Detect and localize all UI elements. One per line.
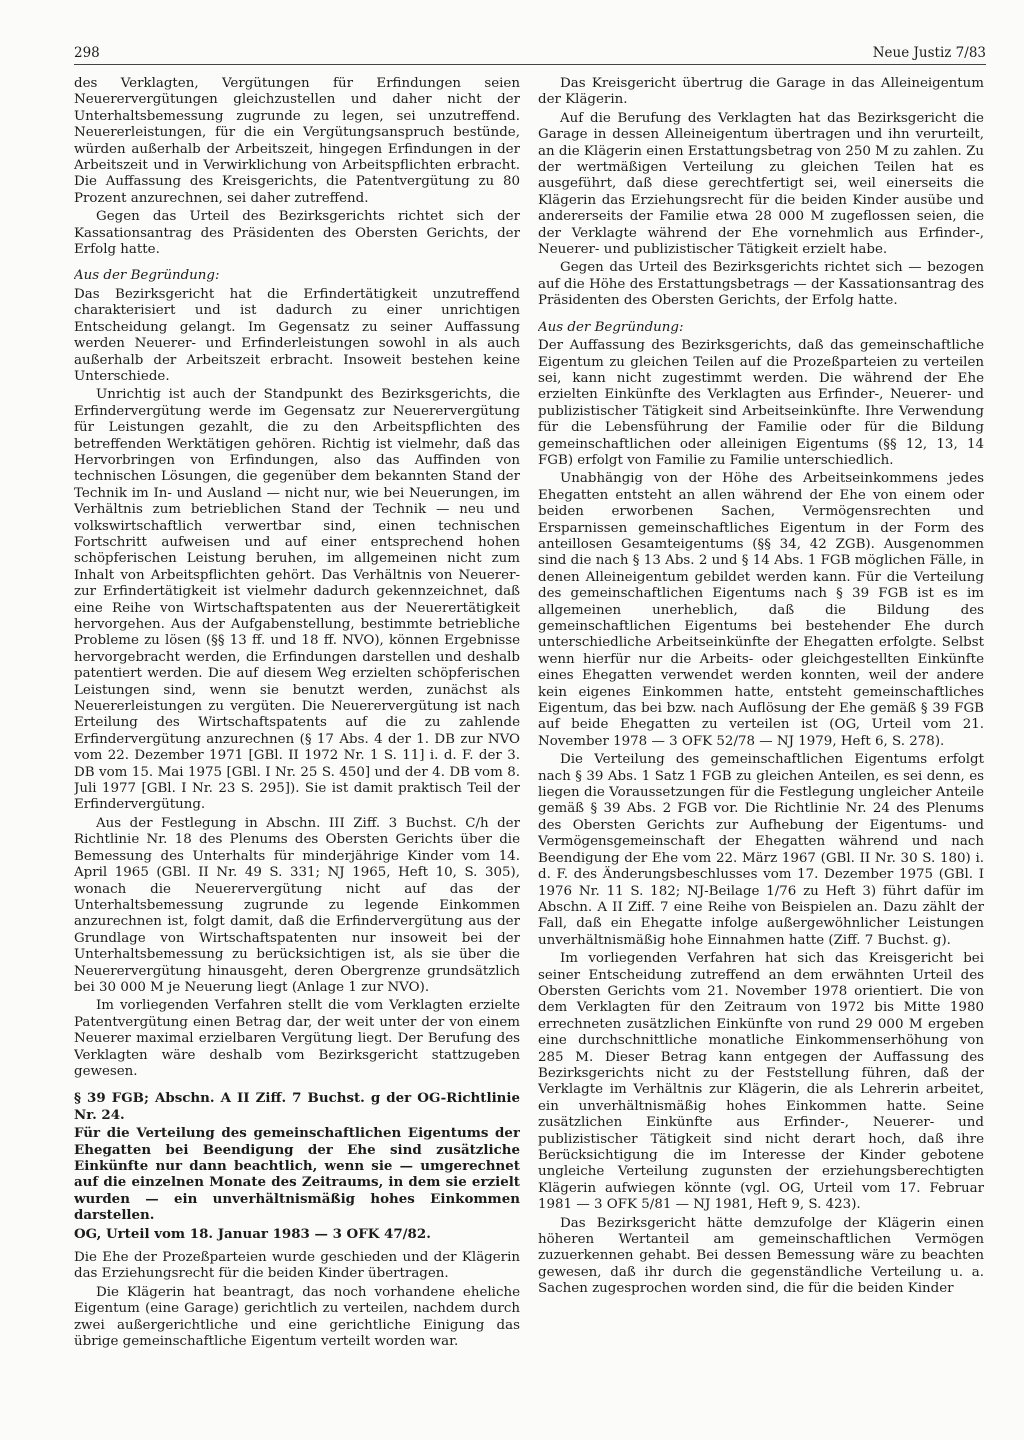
case-citation: OG, Urteil vom 18. Januar 1983 — 3 OFK 47/82. (74, 1225, 431, 1242)
right-column (538, 76, 984, 1386)
paragraph: Unabhängig von der Höhe des Arbeitseinkommens jedes Ehegatten entsteht an allen während der Ehe von einem oder beiden erworbenen Sachen, Vermögensrechten und Ersparnissen gemeinschaftliches Eigentum in der Form des anteillosen Gesamteigentums (§§ 34, 42 ZGB). Ausgenommen sind die nach § 13 Abs. 2 und § 14 Abs. 1 FGB möglichen Fälle, in denen Alleineigentum gebildet werden kann. Für die Verteilung des gemeinschaftlichen Eigentums nach § 39 FGB ist es im allgemeinen unerheblich, daß die Bildung des gemeinschaftlichen Eigentums bei bestehender Ehe durch unterschiedliche Arbeitseinkünfte der Ehegatten erfolgte. Selbst wenn hierfür nur die Arbeits- oder gleichgestellten Einkünfte eines Ehegatten verwendet werden konnten, weil der andere kein eigenes Einkommen hatte, entsteht gemeinschaftliches Eigentum, das bei bzw. nach Auflösung der Ehe gemäß § 39 FGB auf beide Ehegatten zu verteilen ist (OG, Urteil vom 21. November 1978 — 3 OFK 52/78 — NJ 1979, Heft 6, S. 278). (538, 471, 984, 749)
page-number: 298 (74, 45, 100, 61)
paragraph: Die Ehe der Prozeßparteien wurde geschieden und der Klägerin das Erziehungsrecht für die beiden Kinder übertragen. (74, 1250, 520, 1282)
journal-issue: Neue Justiz 7/83 (872, 45, 986, 61)
section-subheading: Aus der Begründung: (538, 319, 684, 335)
paragraph: Die Klägerin hat beantragt, das noch vorhandene eheliche Eigentum (eine Garage) gerichtlich zu verteilen, nachdem durch zwei außergerichtliche und eine gerichtliche Einigung das übrige gemeinschaftliche Eigentum verteilt worden war. (74, 1284, 520, 1350)
paragraph: Im vorliegenden Verfahren hat sich das Kreisgericht bei seiner Entscheidung zutreffend an dem erwähnten Urteil des Obersten Gerichts vom 21. November 1978 orientiert. Die von dem Verklagten für den Zeitraum von 1972 bis Mitte 1980 errechneten zusätzlichen Einkünfte von rund 29 000 M ergeben eine durchschnittliche monatliche Einkommenserhöhung von 285 M. Dieser Betrag kann entgegen der Auffassung des Bezirksgerichts nicht zu der Feststellung führen, daß der Verklagte im Verhältnis zur Klägerin, die als Lehrerin arbeitet, ein unverhältnismäßig hohes Einkommen hatte. Seine zusätzlichen Einkünfte aus Erfinder-, Neuerer- und publizistischer Tätigkeit sind nicht derart hoch, daß ihre Berücksichtigung die im Interesse der Kinder gebotene ungleiche Verteilung zugunsten der erziehungsberechtigten Klägerin aufwiegen könnte (vgl. OG, Urteil vom 17. Februar 1981 — 3 OFK 5/81 — NJ 1981, Heft 9, S. 423). (538, 951, 984, 1213)
left-column (74, 76, 520, 1386)
paragraph: Das Bezirksgericht hat die Erfindertätigkeit unzutreffend charakterisiert und ist dadurch zu einer unrichtigen Entscheidung gelangt. Im Gegensatz zu seiner Auffassung werden Neuerer- und Erfinderleistungen sowohl in als auch außerhalb der Arbeitszeit erbracht. Insoweit bestehen keine Unterschiede. (74, 286, 520, 384)
running-header (74, 44, 986, 62)
section-subheading: Aus der Begründung: (74, 268, 220, 284)
header-rule (74, 64, 986, 65)
paragraph: Die Verteilung des gemeinschaftlichen Eigentums erfolgt nach § 39 Abs. 1 Satz 1 FGB zu gleichen Anteilen, es sei denn, es liegen die Voraussetzungen für die Festlegung ungleicher Anteile gemäß § 39 Abs. 2 FGB vor. Die Richtlinie Nr. 24 des Plenums des Obersten Gerichts zur Aufhebung der Eigentums- und Vermögensgemeinschaft der Ehegatten während und nach Beendigung der Ehe vom 22. März 1967 (GBl. II Nr. 30 S. 180) i. d. F. des Änderungsbeschlusses vom 17. Dezember 1975 (GBl. I 1976 Nr. 11 S. 182; NJ-Beilage 1/76 zu Heft 3) führt dafür im Abschn. A II Ziff. 7 eine Reihe von Beispielen an. Dazu zählt der Fall, daß ein Ehegatte infolge außergewöhnlicher Leistungen unverhältnismäßig hohe Einnahmen hatte (Ziff. 7 Buchst. g). (538, 752, 984, 948)
paragraph: Im vorliegenden Verfahren stellt die vom Verklagten erzielte Patentvergütung einen Betrag dar, der weit unter der von einem Neuerer maximal erzielbaren Vergütung liegt. Der Berufung des Verklagten wäre deshalb vom Bezirksgericht stattzugeben gewesen. (74, 998, 520, 1079)
paragraph: Aus der Festlegung in Abschn. III Ziff. 3 Buchst. C/h der Richtlinie Nr. 18 des Plenums des Obersten Gerichts über die Bemessung des Unterhalts für minderjährige Kinder vom 14. April 1965 (GBl. II Nr. 49 S. 331; NJ 1965, Heft 10, S. 305), wonach die Neuerervergütung nicht auf das der Unterhaltsbemessung zugrunde zu legende Einkommen anzurechnen ist, folgt damit, daß die Erfindervergütung aus der Grundlage von Wirtschaftspatenten nur insoweit bei der Unterhaltsbemessung zu berücksichtigen ist, als sie über die Neuerervergütung hinausgeht, deren Obergrenze grundsätzlich bei 30 000 M je Neuerung liegt (Anlage 1 zur NVO). (74, 815, 520, 995)
paragraph: des Verklagten, Vergütungen für Erfindungen seien Neuerervergütungen gleichzustellen und daher nicht der Unterhaltsbemessung zugrunde zu legen, sei unzutreffend. Neuererleistungen, für die ein Vergütungsanspruch bestünde, würden außerhalb der Arbeitszeit, hingegen Erfindungen in der Arbeitszeit und in Verwirklichung von Arbeitspflichten erbracht. Die Auffassung des Kreisgerichts, die Patentvergütung zu 80 Prozent anzurechnen, sei daher zutreffend. (74, 76, 520, 206)
paragraph: Auf die Berufung des Verklagten hat das Bezirksgericht die Garage in dessen Alleineigentum übertragen und ihn verurteilt, an die Klägerin einen Erstattungsbetrag von 250 M zu zahlen. Zu der wertmäßigen Verteilung zu gleichen Teilen hat es ausgeführt, daß diese gerechtfertigt sei, weil einerseits die Klägerin das Erziehungsrecht für die beiden Kinder ausübe und andererseits der Familie etwa 28 000 M zugeflossen seien, die der Verklagte während der Ehe vornehmlich aus Erfinder-, Neuerer- und publizistischer Tätigkeit erzielt habe. (538, 110, 984, 258)
case-headnote: Für die Verteilung des gemeinschaftlichen Eigentums der Ehegatten bei Beendigung der Ehe sind zusätzliche Einkünfte nur dann beachtlich, wenn sie — umgerechnet auf die einzelnen Monate des Zeitraums, in dem sie erzielt wurden — ein unverhältnismäßig hohes Einkommen darstellen. (74, 1125, 520, 1224)
paragraph: Unrichtig ist auch der Standpunkt des Bezirksgerichts, die Erfindervergütung werde im Gegensatz zur Neuerervergütung für Leistungen gezahlt, die zu den Arbeitspflichten des betreffenden Werktätigen gehören. Richtig ist vielmehr, daß das Hervorbringen von Erfindungen, also das Auffinden von technischen Lösungen, die gegenüber dem bekannten Stand der Technik im In- und Ausland — nicht nur, wie bei Neuerungen, im Verhältnis zum betrieblichen Stand der Technik — neu und volkswirtschaftlich verwertbar sind, einen technischen Fortschritt aufweisen und auf einer entsprechend hohen schöpferischen Leistung beruhen, im allgemeinen nicht zum Inhalt von Arbeitspflichten gehört. Das Verhältnis von Neuerer- zur Erfindertätigkeit ist vielmehr dadurch gekennzeichnet, daß eine Reihe von Wirtschaftspatenten aus der Neuerertätigkeit hervorgehen. Aus der Aufgabenstellung, bestimmte betriebliche Probleme zu lösen (§§ 13 ff. und 18 ff. NVO), können Ergebnisse hervorgebracht werden, die Erfindungen darstellen und deshalb patentiert werden. Die auf diesem Weg erzielten schöpferischen Leistungen sind, wenn sie benutzt werden, zunächst als Neuererleistungen zu vergüten. Die Neuerervergütung ist nach Erteilung des Wirtschaftspatents auf die zu zahlende Erfindervergütung anzurechnen (§ 17 Abs. 4 der 1. DB zur NVO vom 22. Dezember 1971 [GBl. II 1972 Nr. 1 S. 11] i. d. F. der 3. DB vom 15. Mai 1975 [GBl. I Nr. 25 S. 450] und der 4. DB vom 8. Juli 1977 [GBl. I Nr. 23 S. 295]). Sie ist damit praktisch Teil der Erfindervergütung. (74, 387, 520, 813)
paragraph: Gegen das Urteil des Bezirksgerichts richtet sich der Kassationsantrag des Präsidenten des Obersten Gerichts, der Erfolg hatte. (74, 209, 520, 258)
paragraph: Der Auffassung des Bezirksgerichts, daß das gemeinschaftliche Eigentum zu gleichen Teilen auf die Prozeßparteien zu verteilen sei, kann nicht zugestimmt werden. Die während der Ehe erzielten Einkünfte des Verklagten aus Erfinder-, Neuerer- und publizistischer Tätigkeit sind Arbeitseinkünfte. Ihre Verwendung für die Lebensführung der Familie oder für die Bildung gemeinschaftlichen oder alleinigen Eigentums (§§ 12, 13, 14 FGB) erfolgt von Familie zu Familie unterschiedlich. (538, 338, 984, 468)
paragraph: Das Bezirksgericht hätte demzufolge der Klägerin einen höheren Wertanteil am gemeinschaftlichen Vermögen zuzuerkennen gehabt. Bei dessen Bemessung wäre zu beachten gewesen, daß ihr durch die gegenständliche Verteilung u. a. Sachen zugesprochen worden sind, die für die beiden Kinder (538, 1215, 984, 1297)
paragraph: Gegen das Urteil des Bezirksgerichts richtet sich — bezogen auf die Höhe des Erstattungsbetrags — der Kassationsantrag des Präsidenten des Obersten Gerichts, der Erfolg hatte. (538, 260, 984, 309)
case-norm-reference: § 39 FGB; Abschn. A II Ziff. 7 Buchst. g der OG-Richtlinie Nr. 24. (74, 1090, 520, 1123)
paragraph: Das Kreisgericht übertrug die Garage in das Alleineigentum der Klägerin. (538, 76, 984, 108)
